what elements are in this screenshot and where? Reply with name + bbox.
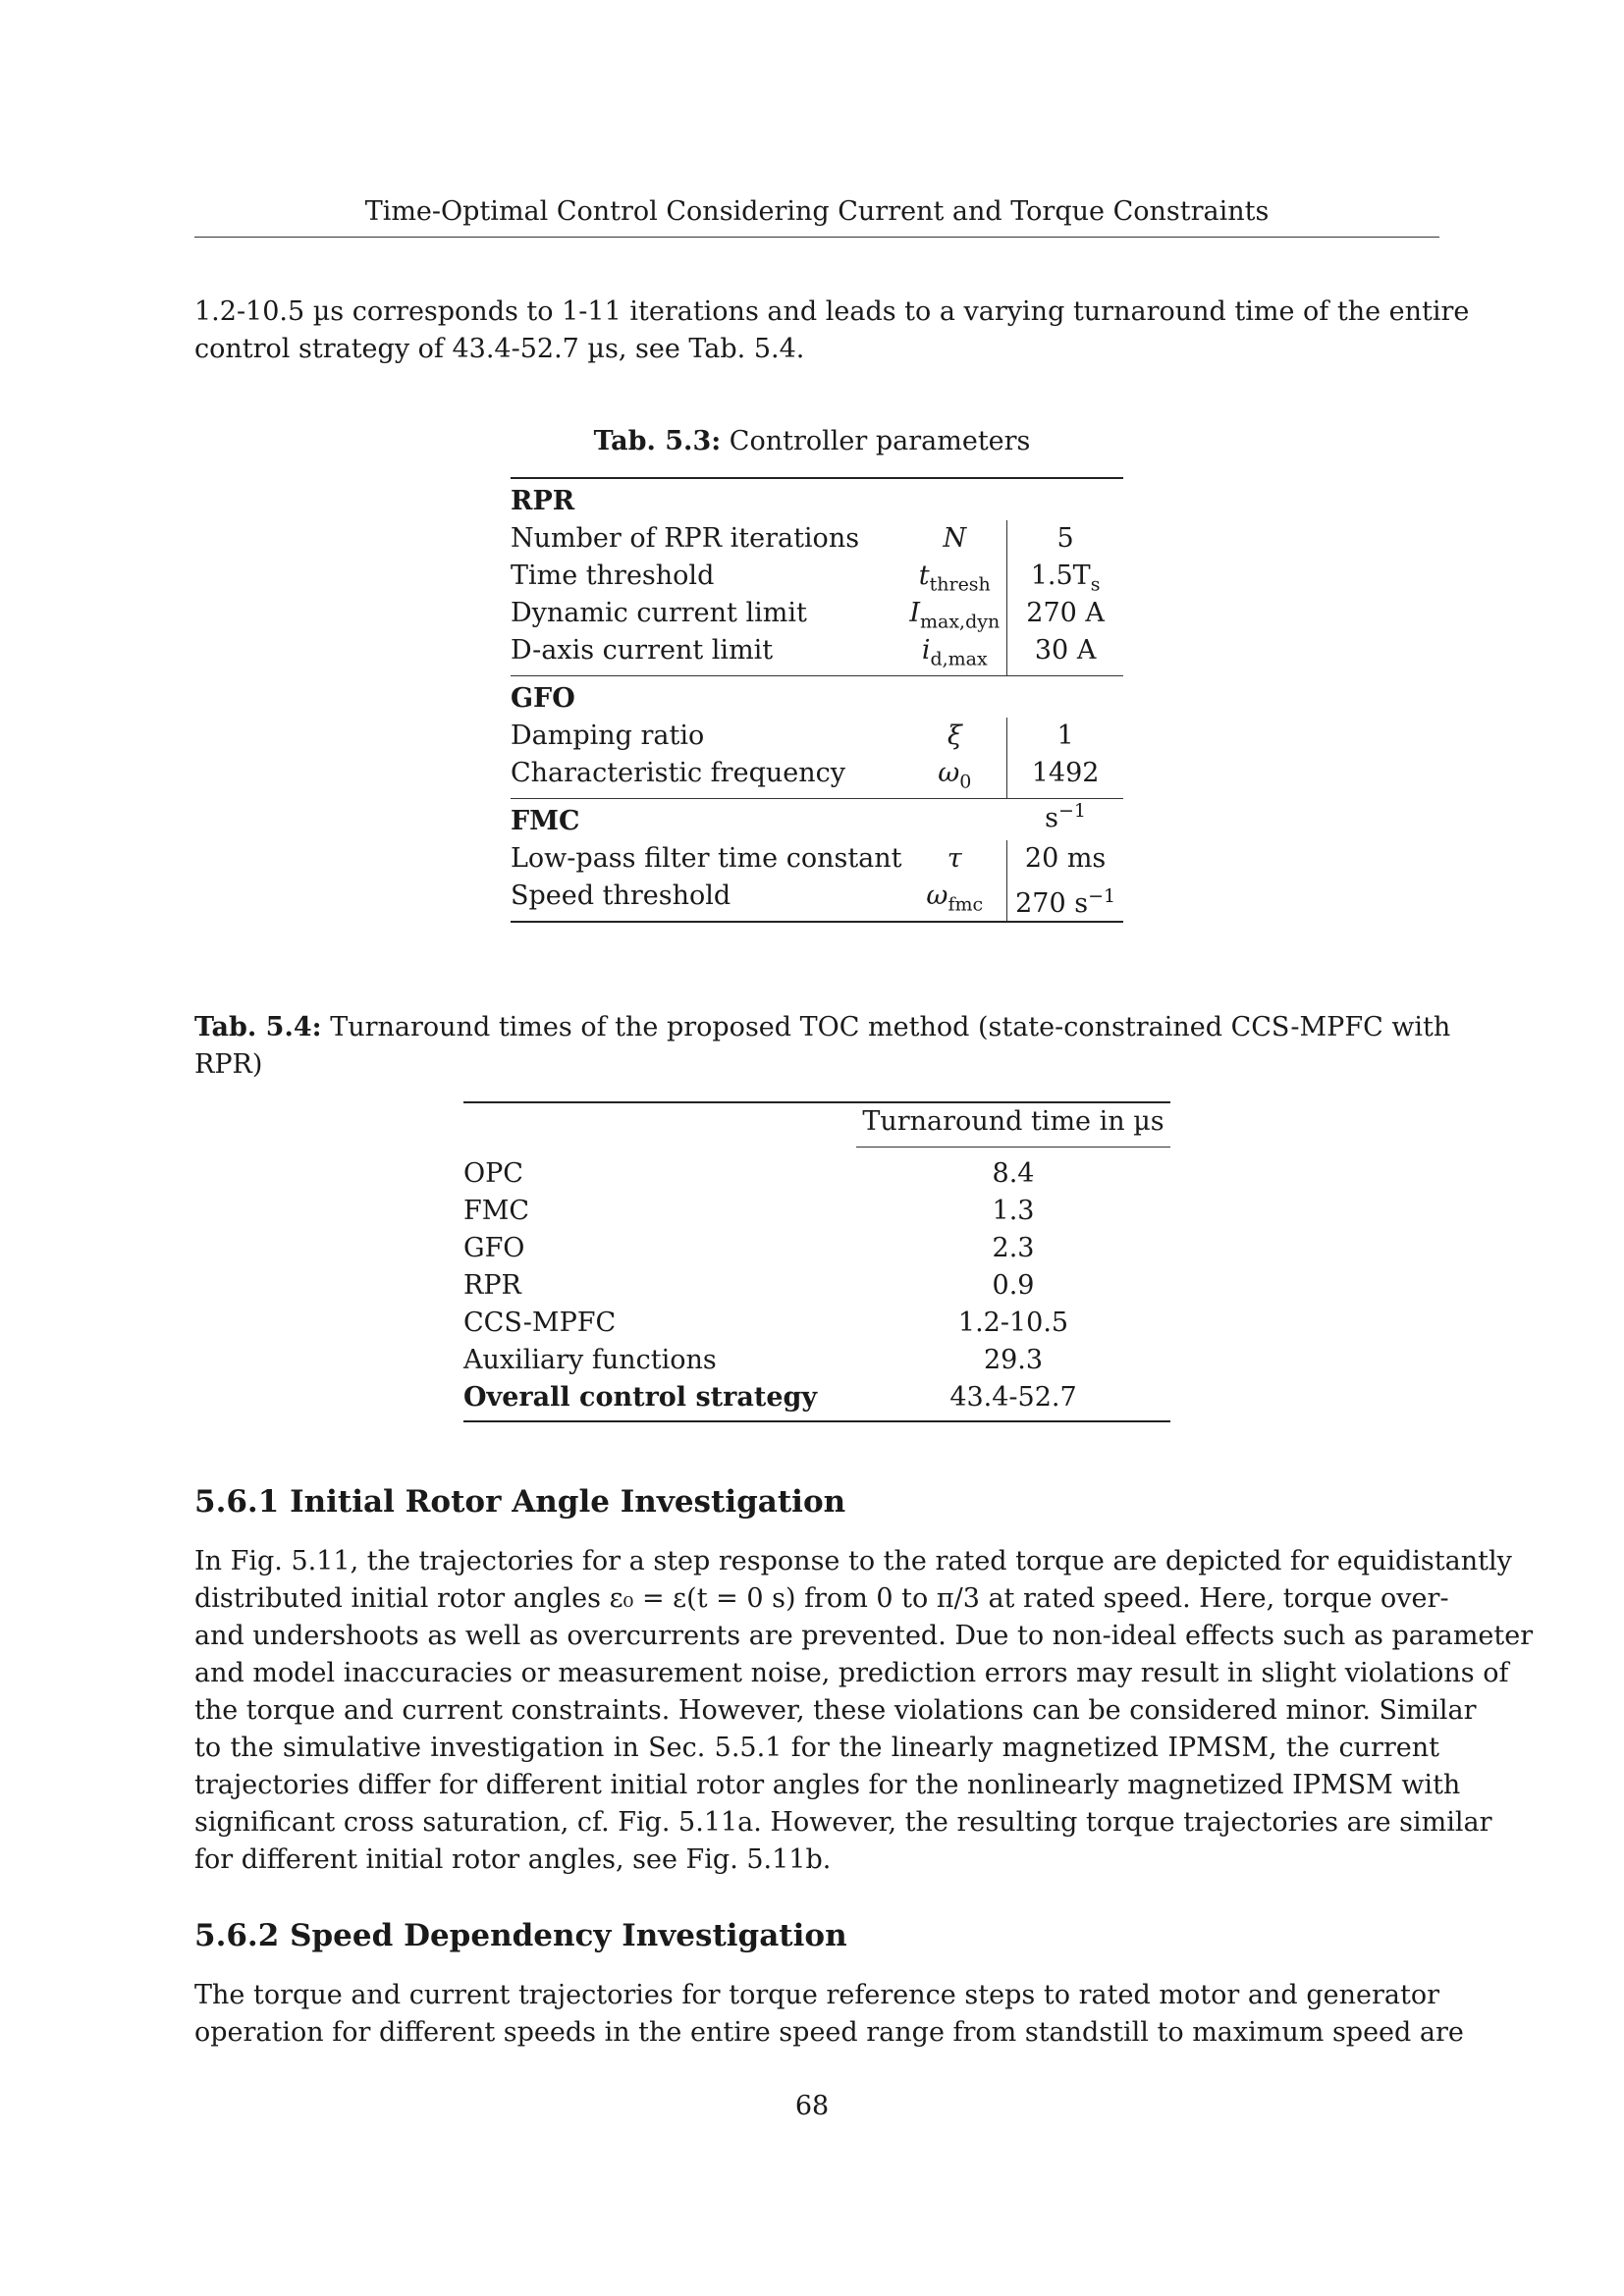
param-symbol: N <box>943 523 967 554</box>
table-5-3-label: Tab. 5.3: <box>593 426 722 456</box>
intro-line: 1.2-10.5 µs corresponds to 1-11 iterations and leads to a varying turnaround time of the entire <box>194 296 1470 327</box>
param-value: 20 ms <box>1006 840 1123 878</box>
intro-paragraph <box>194 294 1470 368</box>
section-5-6-2-paragraph <box>194 1977 1464 2052</box>
param-name: Number of RPR iterations <box>511 523 860 554</box>
group-title-fmc: FMC <box>511 806 580 836</box>
row-value: 1.3 <box>992 1196 1035 1226</box>
section-5-6-1-paragraph <box>194 1543 1534 1879</box>
param-name: D-axis current limit <box>511 635 774 666</box>
param-name: Dynamic current limit <box>511 598 807 628</box>
table-row <box>511 520 1123 558</box>
param-symbol: $\omega_{fmc}$ <box>926 881 984 916</box>
column-header: Turnaround time in µs <box>862 1106 1164 1137</box>
intro-line: control strategy of 43.4-52.7 µs, see Tab. 5.4. <box>194 334 805 364</box>
table-5-4-label: Tab. 5.4: <box>194 1012 322 1042</box>
param-symbol: ξ <box>947 721 962 751</box>
row-value: 2.3 <box>992 1233 1035 1263</box>
table-5-4-caption <box>194 1009 1451 1084</box>
param-value: 270 A <box>1006 595 1123 632</box>
param-value: 30 A <box>1006 632 1123 675</box>
row-name: CCS-MPFC <box>463 1308 617 1338</box>
param-name: Characteristic frequency <box>511 758 845 788</box>
row-name: OPC <box>463 1158 523 1189</box>
table-row <box>463 1342 1170 1379</box>
running-head: Time-Optimal Control Considering Current and Torque Constraints <box>364 196 1270 227</box>
param-name: Time threshold <box>511 561 715 591</box>
row-name: FMC <box>463 1196 530 1226</box>
param-name: Low-pass filter time constant <box>511 843 902 874</box>
param-value: 1492 $s^{-1}$ <box>1006 755 1123 798</box>
paragraph-line: for different initial rotor angles, see Fig. 5.11b. <box>194 1844 832 1875</box>
row-value: 29.3 <box>983 1345 1044 1375</box>
row-value: 8.4 <box>992 1158 1035 1189</box>
param-symbol: $i_{d,max}$ <box>921 635 988 670</box>
param-symbol: τ <box>947 843 962 874</box>
header-rule <box>194 237 1439 238</box>
param-value: 270 $s^{-1}$ <box>1006 878 1123 921</box>
paragraph-line: and model inaccuracies or measurement noise, prediction errors may result in slight violations of <box>194 1658 1509 1688</box>
paragraph-line: and undershoots as well as overcurrents are prevented. Due to non-ideal effects such as parameter <box>194 1621 1534 1651</box>
table-row <box>511 718 1123 755</box>
table-row <box>463 1267 1170 1305</box>
table-row <box>463 1230 1170 1267</box>
row-name: RPR <box>463 1270 521 1301</box>
total-value: 43.4-52.7 <box>949 1382 1077 1413</box>
paragraph-line: significant cross saturation, cf. Fig. 5.11a. However, the resulting torque trajectories are similar <box>194 1807 1492 1838</box>
table-row <box>511 595 1123 632</box>
row-value: 0.9 <box>992 1270 1035 1301</box>
paragraph-line: operation for different speeds in the entire speed range from standstill to maximum speed are <box>194 2017 1464 2048</box>
table-header-row <box>463 1103 1170 1147</box>
param-name: Damping ratio <box>511 721 705 751</box>
param-symbol: $I_{max,dyn}$ <box>909 598 1001 633</box>
header-empty-cell <box>463 1103 856 1147</box>
page-number: 68 <box>794 2091 830 2121</box>
section-heading-5-6-2: 5.6.2 Speed Dependency Investigation <box>194 1918 847 1953</box>
paragraph-line: to the simulative investigation in Sec. 5.5.1 for the linearly magnetized IPMSM, the current <box>194 1733 1439 1763</box>
param-value: 1 <box>1006 718 1123 755</box>
param-symbol: $t_{thresh}$ <box>918 561 991 596</box>
table-5-4 <box>463 1101 1170 1422</box>
table-row <box>463 1155 1170 1193</box>
row-name: GFO <box>463 1233 525 1263</box>
table-row <box>463 1305 1170 1342</box>
param-name: Speed threshold <box>511 881 731 911</box>
group-title-gfo: GFO <box>511 683 575 714</box>
paragraph-line: distributed initial rotor angles ε₀ = ε(t = 0 s) from 0 to π/3 at rated speed. Here, torque over- <box>194 1583 1449 1614</box>
paragraph-line: In Fig. 5.11, the trajectories for a step response to the rated torque are depicted for equidistantly <box>194 1546 1512 1576</box>
paragraph-line: trajectories differ for different initial rotor angles for the nonlinearly magnetized IPMSM with <box>194 1770 1461 1800</box>
section-heading-5-6-1: 5.6.1 Initial Rotor Angle Investigation <box>194 1484 846 1520</box>
paragraph-line: The torque and current trajectories for torque reference steps to rated motor and generator <box>194 1980 1439 2010</box>
table-5-3 <box>511 477 1123 923</box>
param-symbol: $\omega_0$ <box>938 758 972 793</box>
table-row <box>511 878 1123 921</box>
table-row <box>511 840 1123 878</box>
table-row <box>511 558 1123 595</box>
param-value: $1.5T_s$ <box>1006 558 1123 595</box>
table-5-4-caption-line: Tab. 5.4: Turnaround times of the proposed TOC method (state-constrained CCS-MPFC with <box>194 1012 1451 1042</box>
paragraph-line: the torque and current constraints. However, these violations can be considered minor. Similar <box>194 1695 1477 1726</box>
row-value: 1.2-10.5 <box>957 1308 1069 1338</box>
param-value: 5 <box>1006 520 1123 558</box>
table-bottom-rule <box>511 921 1123 923</box>
total-name: Overall control strategy <box>463 1382 818 1413</box>
table-5-4-caption-line: RPR) <box>194 1049 263 1080</box>
table-5-3-caption-text: Controller parameters <box>729 426 1031 456</box>
group-title-rpr: RPR <box>511 486 575 516</box>
table-row <box>463 1193 1170 1230</box>
table-bottom-rule <box>463 1420 1170 1422</box>
table-5-3-caption <box>0 426 1624 456</box>
table-total-row <box>463 1379 1170 1420</box>
row-name: Auxiliary functions <box>463 1345 717 1375</box>
table-row <box>511 632 1123 675</box>
